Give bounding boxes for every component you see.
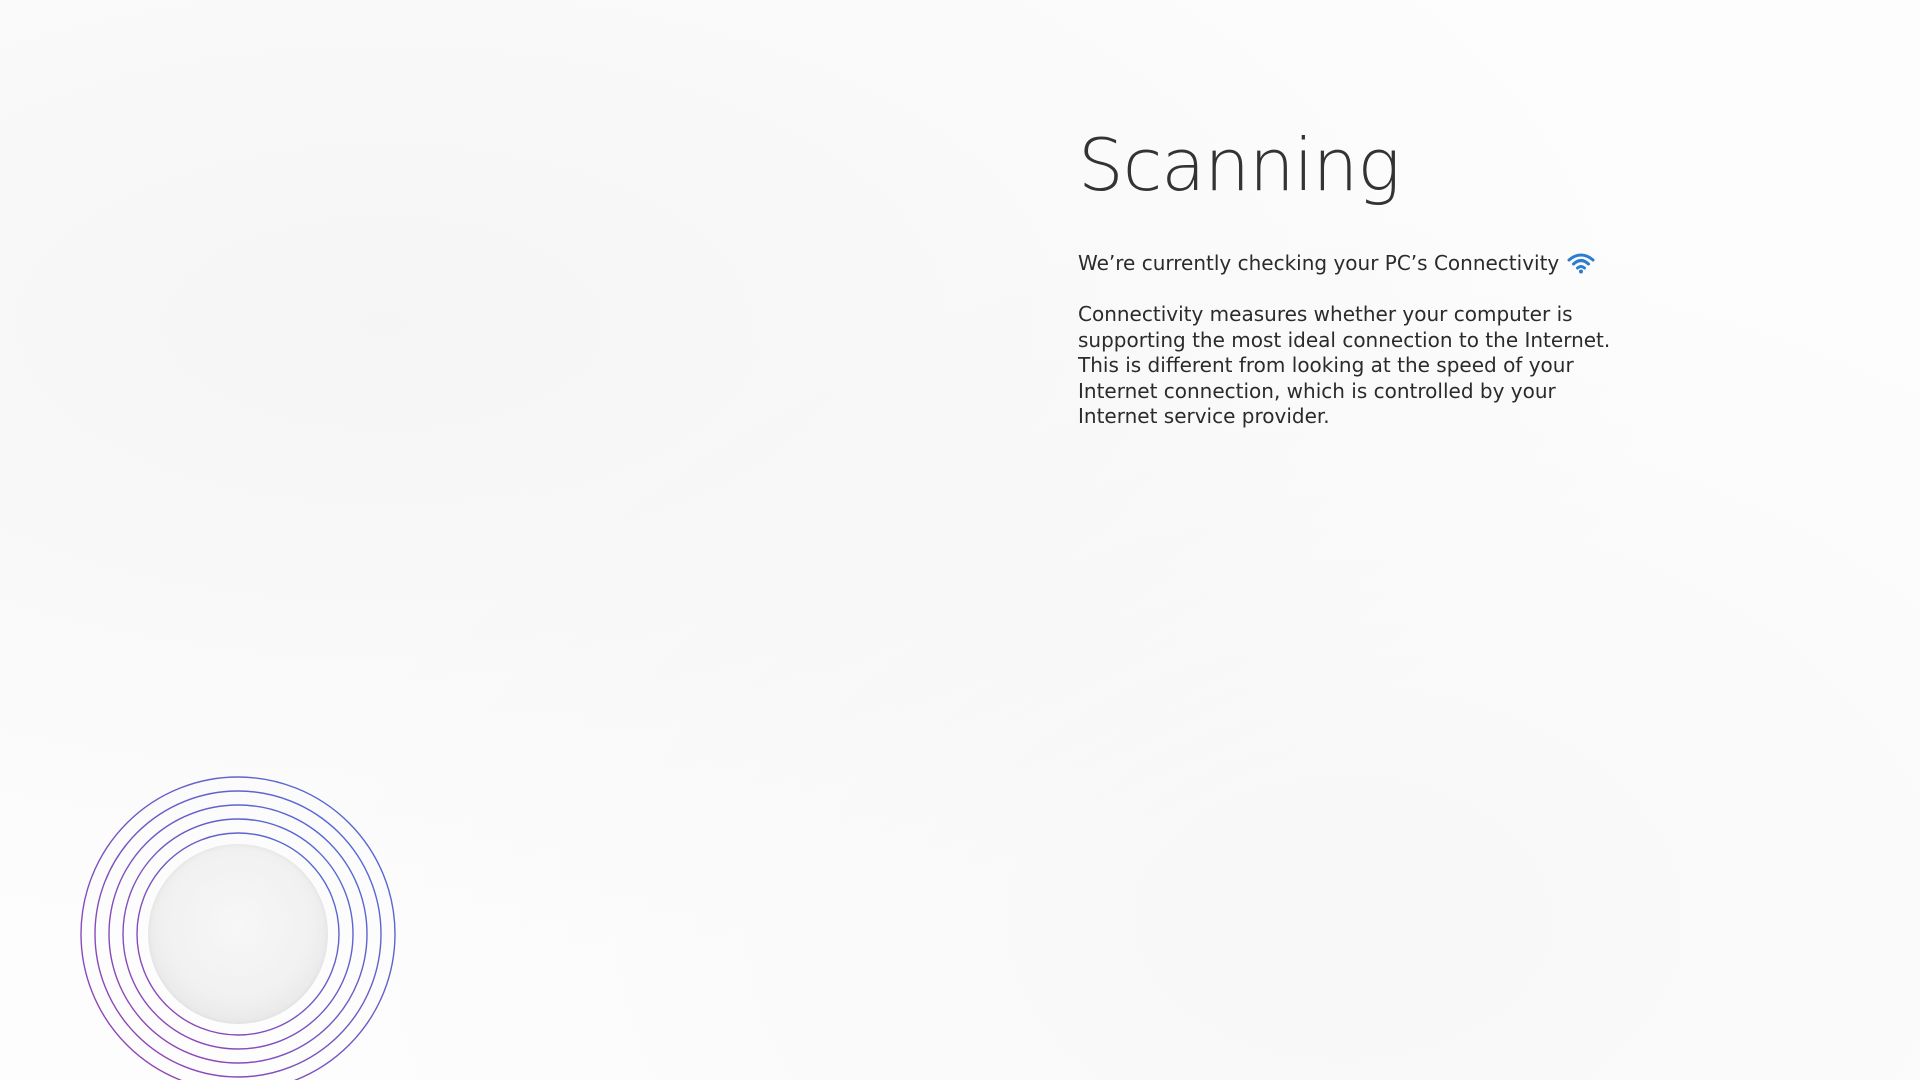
page-title: Scanning [1078, 123, 1400, 207]
scanner-disc [148, 844, 328, 1024]
wifi-icon [1567, 252, 1595, 274]
scan-content [1078, 120, 1638, 430]
scan-status [1078, 250, 1638, 276]
scanner-rings-icon [78, 774, 398, 1080]
scan-status-text: We’re currently checking your PC’s Connectivity [1078, 251, 1560, 275]
connectivity-description: Connectivity measures whether your computer is supporting the most ideal connection to the Internet. This is different from looking at the speed of your Internet connection, which is controlled by your Internet service provider. [1078, 302, 1611, 429]
